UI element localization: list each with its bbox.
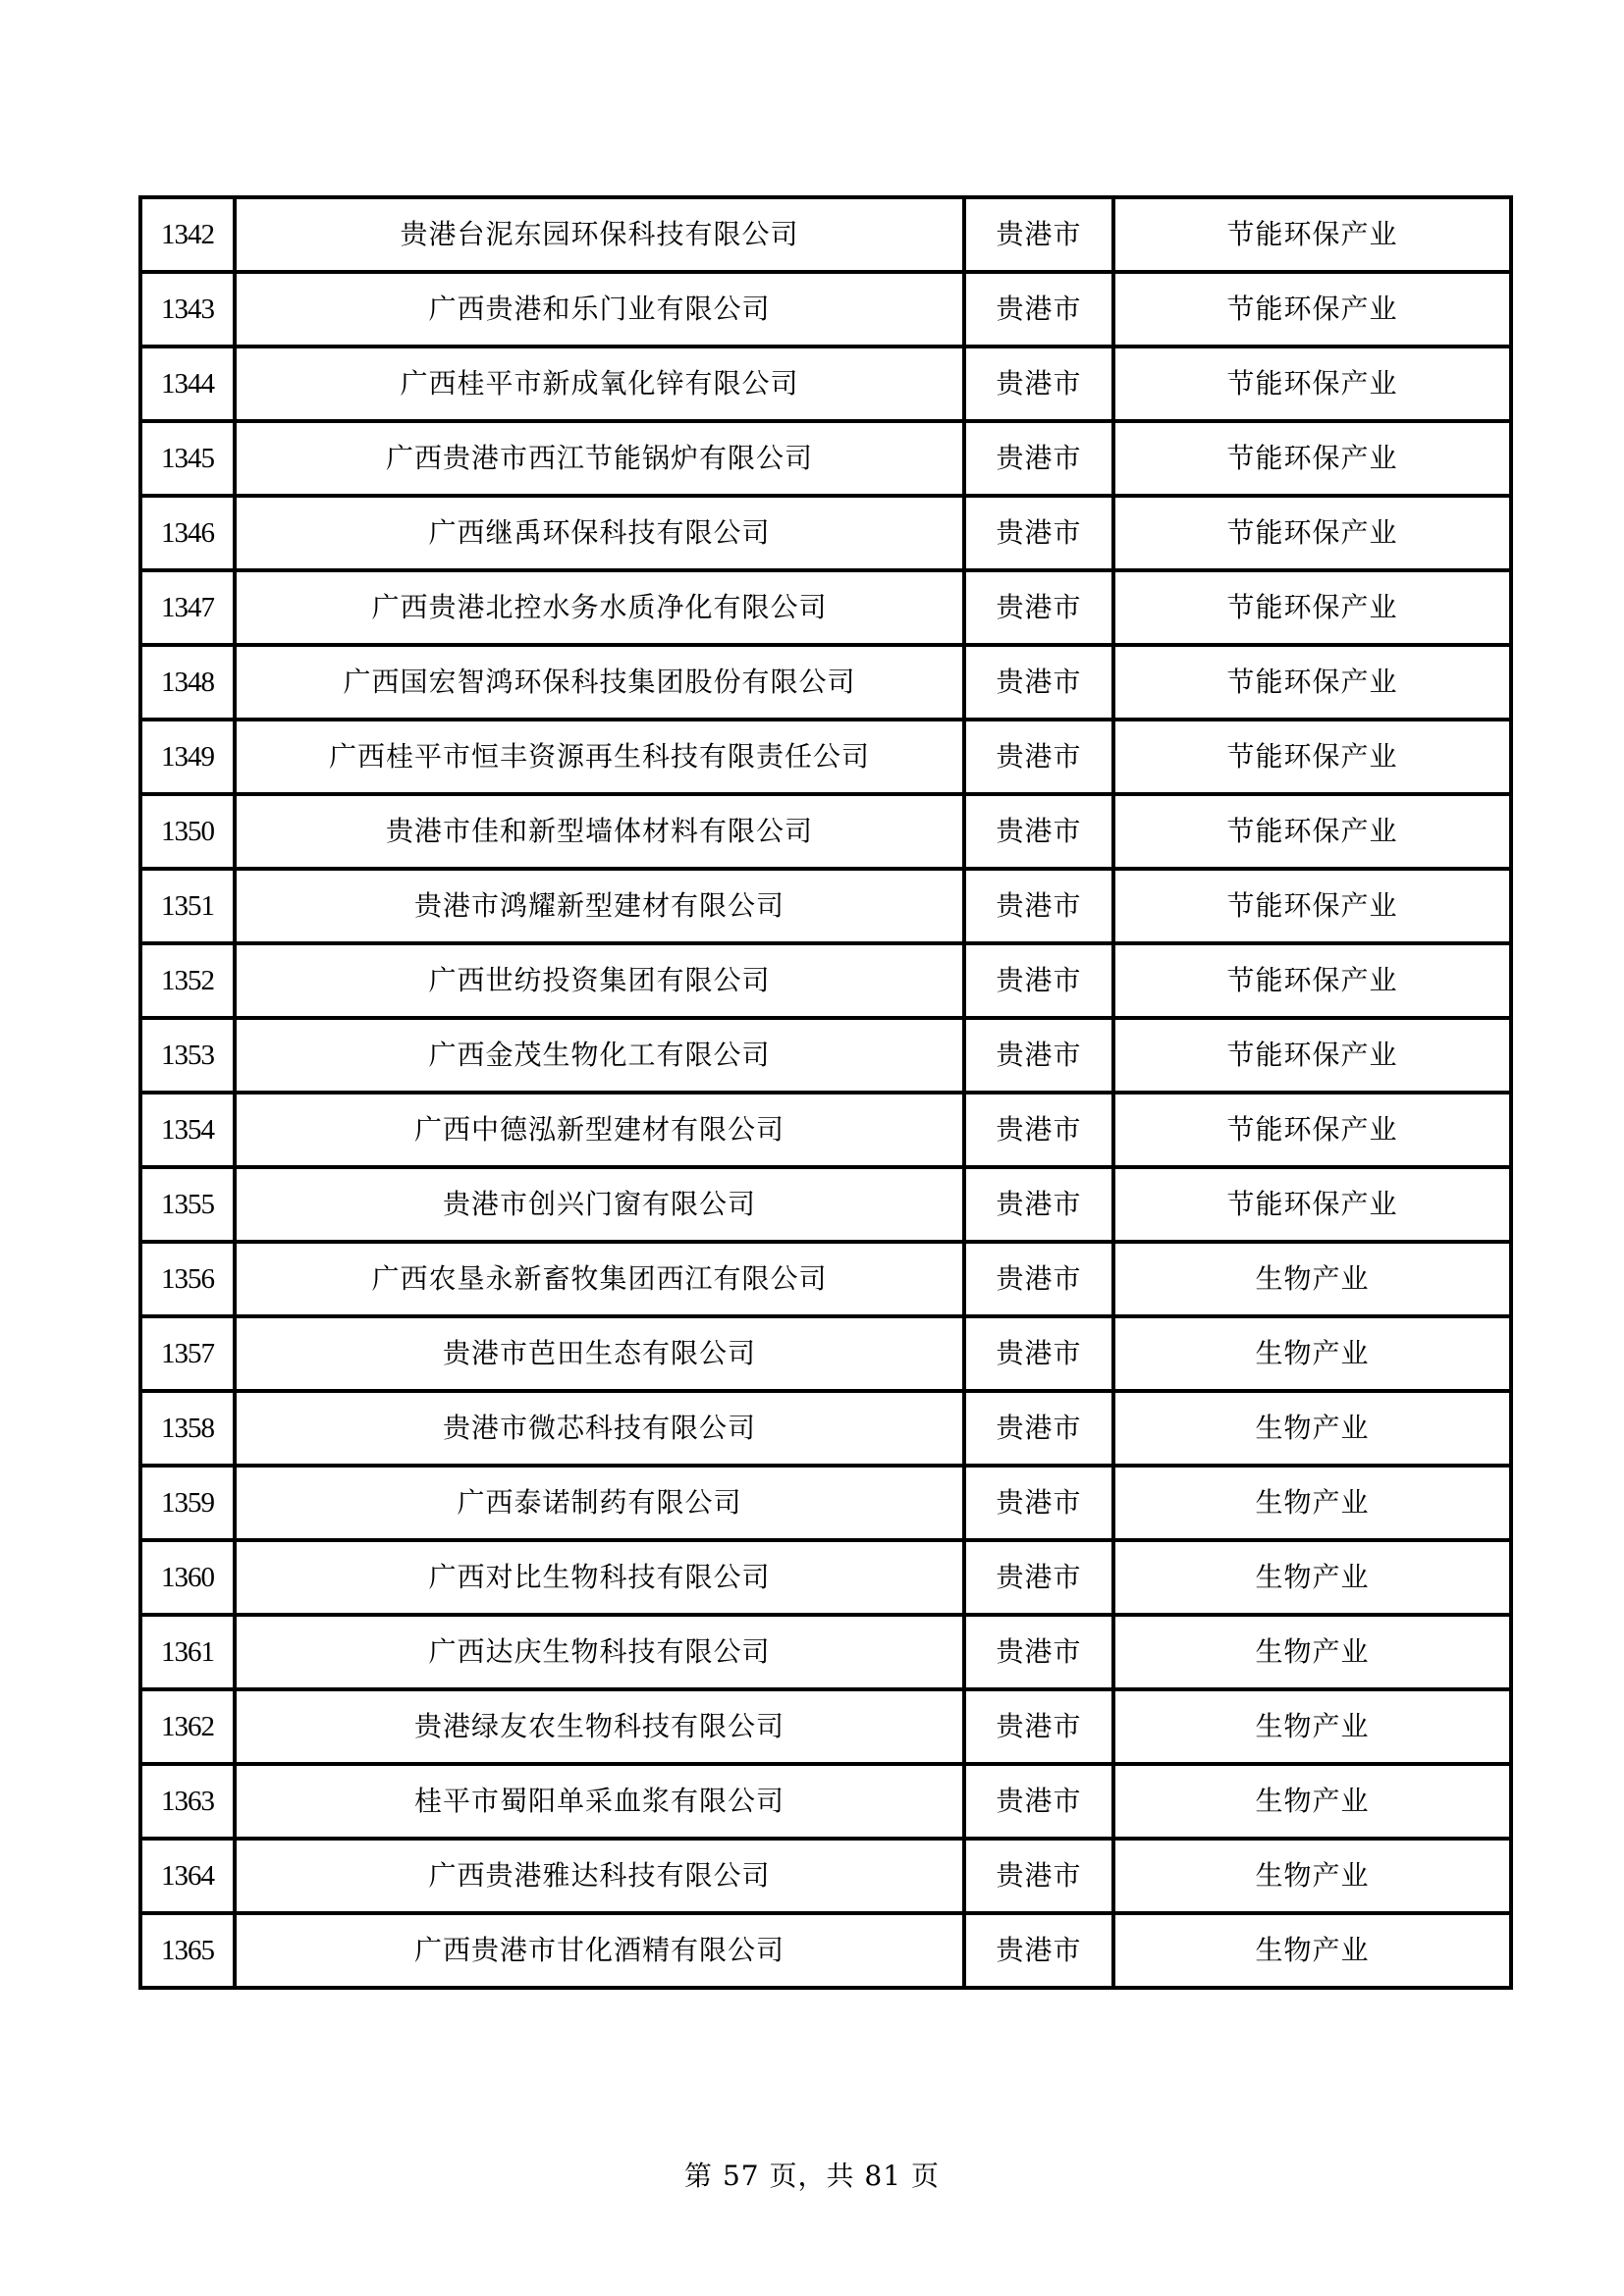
city-cell: 贵港市 [964,1615,1113,1689]
row-number-cell: 1352 [140,943,235,1018]
industry-cell: 生物产业 [1113,1689,1511,1764]
industry-cell: 生物产业 [1113,1316,1511,1391]
company-name-cell: 广西继禹环保科技有限公司 [235,496,964,570]
industry-cell: 节能环保产业 [1113,869,1511,943]
company-name-cell: 贵港市微芯科技有限公司 [235,1391,964,1466]
row-number-cell: 1347 [140,570,235,645]
company-name-cell: 桂平市蜀阳单采血浆有限公司 [235,1764,964,1839]
table-row [140,869,1511,943]
table-row [140,421,1511,496]
table-row [140,1316,1511,1391]
row-number-cell: 1348 [140,645,235,720]
industry-cell: 节能环保产业 [1113,496,1511,570]
industry-cell: 节能环保产业 [1113,570,1511,645]
company-name-cell: 贵港绿友农生物科技有限公司 [235,1689,964,1764]
city-cell: 贵港市 [964,1839,1113,1913]
industry-cell: 节能环保产业 [1113,1018,1511,1093]
company-name-cell: 广西桂平市新成氧化锌有限公司 [235,347,964,421]
industry-cell: 节能环保产业 [1113,720,1511,794]
row-number-cell: 1364 [140,1839,235,1913]
row-number-cell: 1359 [140,1466,235,1540]
company-name-cell: 广西贵港和乐门业有限公司 [235,272,964,347]
industry-cell: 节能环保产业 [1113,421,1511,496]
city-cell: 贵港市 [964,1764,1113,1839]
company-name-cell: 广西达庆生物科技有限公司 [235,1615,964,1689]
table-row [140,1093,1511,1167]
table-row [140,645,1511,720]
industry-cell: 节能环保产业 [1113,943,1511,1018]
industry-cell: 节能环保产业 [1113,794,1511,869]
table-row [140,1242,1511,1316]
company-name-cell: 贵港市鸿耀新型建材有限公司 [235,869,964,943]
row-number-cell: 1356 [140,1242,235,1316]
city-cell: 贵港市 [964,347,1113,421]
company-name-cell: 广西中德泓新型建材有限公司 [235,1093,964,1167]
row-number-cell: 1343 [140,272,235,347]
city-cell: 贵港市 [964,869,1113,943]
company-name-cell: 广西泰诺制药有限公司 [235,1466,964,1540]
row-number-cell: 1344 [140,347,235,421]
company-name-cell: 广西世纺投资集团有限公司 [235,943,964,1018]
footer-suffix: 页 [910,2160,940,2192]
industry-cell: 生物产业 [1113,1466,1511,1540]
table-row [140,1689,1511,1764]
table-row [140,720,1511,794]
city-cell: 贵港市 [964,197,1113,272]
row-number-cell: 1357 [140,1316,235,1391]
city-cell: 贵港市 [964,794,1113,869]
table-row [140,1839,1511,1913]
row-number-cell: 1342 [140,197,235,272]
table-row [140,1764,1511,1839]
table-row [140,794,1511,869]
company-name-cell: 广西国宏智鸿环保科技集团股份有限公司 [235,645,964,720]
city-cell: 贵港市 [964,645,1113,720]
industry-cell: 节能环保产业 [1113,1093,1511,1167]
table-row [140,496,1511,570]
company-name-cell: 贵港市创兴门窗有限公司 [235,1167,964,1242]
city-cell: 贵港市 [964,570,1113,645]
company-name-cell: 广西贵港雅达科技有限公司 [235,1839,964,1913]
industry-cell: 生物产业 [1113,1764,1511,1839]
industry-cell: 节能环保产业 [1113,272,1511,347]
company-name-cell: 广西贵港北控水务水质净化有限公司 [235,570,964,645]
total-pages-number: 81 [864,2160,902,2192]
company-name-cell: 贵港市佳和新型墙体材料有限公司 [235,794,964,869]
city-cell: 贵港市 [964,1018,1113,1093]
city-cell: 贵港市 [964,1167,1113,1242]
city-cell: 贵港市 [964,496,1113,570]
city-cell: 贵港市 [964,1466,1113,1540]
city-cell: 贵港市 [964,1689,1113,1764]
industry-cell: 生物产业 [1113,1913,1511,1988]
footer-mid: 页，共 [769,2160,855,2192]
row-number-cell: 1350 [140,794,235,869]
row-number-cell: 1346 [140,496,235,570]
row-number-cell: 1360 [140,1540,235,1615]
table-row [140,1018,1511,1093]
company-name-cell: 广西贵港市西江节能锅炉有限公司 [235,421,964,496]
row-number-cell: 1358 [140,1391,235,1466]
row-number-cell: 1354 [140,1093,235,1167]
table-row [140,197,1511,272]
industry-cell: 生物产业 [1113,1391,1511,1466]
table-row [140,347,1511,421]
city-cell: 贵港市 [964,1391,1113,1466]
row-number-cell: 1362 [140,1689,235,1764]
industry-cell: 生物产业 [1113,1839,1511,1913]
table-row [140,1615,1511,1689]
row-number-cell: 1345 [140,421,235,496]
industry-cell: 节能环保产业 [1113,347,1511,421]
company-name-cell: 广西贵港市甘化酒精有限公司 [235,1913,964,1988]
company-name-cell: 广西金茂生物化工有限公司 [235,1018,964,1093]
table-row [140,272,1511,347]
table-row [140,1167,1511,1242]
company-name-cell: 广西对比生物科技有限公司 [235,1540,964,1615]
footer-prefix: 第 [684,2160,714,2192]
industry-cell: 生物产业 [1113,1242,1511,1316]
row-number-cell: 1361 [140,1615,235,1689]
row-number-cell: 1349 [140,720,235,794]
row-number-cell: 1351 [140,869,235,943]
industry-cell: 节能环保产业 [1113,1167,1511,1242]
page-footer [0,2160,1624,2193]
company-list-table [138,195,1513,1990]
industry-cell: 生物产业 [1113,1615,1511,1689]
row-number-cell: 1363 [140,1764,235,1839]
table-row [140,1391,1511,1466]
city-cell: 贵港市 [964,421,1113,496]
city-cell: 贵港市 [964,720,1113,794]
table-row [140,570,1511,645]
row-number-cell: 1355 [140,1167,235,1242]
city-cell: 贵港市 [964,1540,1113,1615]
industry-cell: 生物产业 [1113,1540,1511,1615]
table-body [140,197,1511,1988]
table-row [140,1466,1511,1540]
city-cell: 贵港市 [964,1316,1113,1391]
current-page-number: 57 [722,2160,760,2192]
row-number-cell: 1353 [140,1018,235,1093]
industry-cell: 节能环保产业 [1113,197,1511,272]
table-row [140,1540,1511,1615]
row-number-cell: 1365 [140,1913,235,1988]
company-name-cell: 贵港台泥东园环保科技有限公司 [235,197,964,272]
company-name-cell: 广西桂平市恒丰资源再生科技有限责任公司 [235,720,964,794]
industry-cell: 节能环保产业 [1113,645,1511,720]
city-cell: 贵港市 [964,943,1113,1018]
city-cell: 贵港市 [964,1242,1113,1316]
city-cell: 贵港市 [964,1913,1113,1988]
company-name-cell: 广西农垦永新畜牧集团西江有限公司 [235,1242,964,1316]
city-cell: 贵港市 [964,272,1113,347]
company-name-cell: 贵港市芭田生态有限公司 [235,1316,964,1391]
table-row [140,1913,1511,1988]
table-row [140,943,1511,1018]
city-cell: 贵港市 [964,1093,1113,1167]
